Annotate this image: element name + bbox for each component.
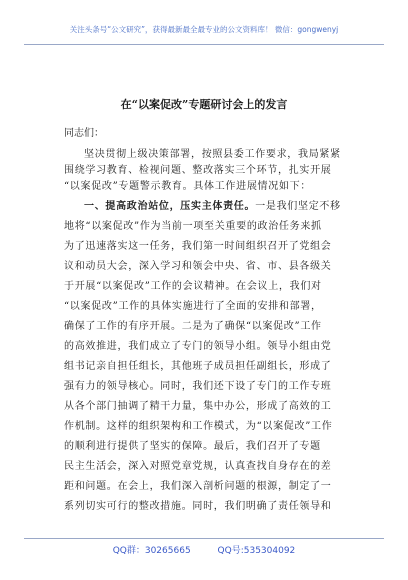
section1-heading: 一、提高政治站位，压实主体责任。 bbox=[84, 201, 256, 212]
section1-line: “以案促改”工作的具体实施进行了全面的安排和部署， bbox=[64, 301, 322, 312]
paragraph1-line: “以案促改”专题警示教育。具体工作进展情况如下： bbox=[64, 181, 312, 192]
section1-line: 距和问题。在会上，我们深入剖析问题的根源，制定了一 bbox=[64, 481, 332, 492]
header-divider bbox=[24, 44, 384, 45]
section1-line: 于开展“以案促改”工作的会议精神。在会议上，我们对 bbox=[64, 281, 322, 292]
section1-line: 组书记亲自担任组长，其他班子成员担任副组长，形成了 bbox=[64, 361, 332, 372]
paragraph1-line: 围绕学习教育、检视问题、整改落实三个环节，扎实开展 bbox=[64, 165, 332, 176]
section1-line: 的高效推进，我们成立了专门的领导小组。领导小组由党 bbox=[64, 341, 332, 352]
section1-line: 确保了工作的有序开展。二是为了确保“以案促改”工作 bbox=[64, 321, 322, 332]
section1-line: 作机制。这样的组织架构和工作模式，为“以案促改”工作 bbox=[64, 421, 333, 432]
section1-line: 系列切实可行的整改措施。同时，我们明确了责任领导和 bbox=[64, 501, 332, 512]
section1-first-line bbox=[84, 200, 346, 214]
paragraph1-line: 坚决贯彻上级决策部署，按照县委工作要求，我局紧紧 bbox=[84, 149, 341, 160]
document-title: 在“以案促改”专题研讨会上的发言 bbox=[120, 98, 288, 111]
footer-contact bbox=[0, 543, 408, 556]
section1-line: 议和动员大会，深入学习和领会中央、省、市、县各级关 bbox=[64, 261, 332, 272]
salutation: 同志们： bbox=[64, 128, 104, 139]
section1-first-line-rest: 一是我们坚定不移 bbox=[255, 201, 341, 212]
footer-divider bbox=[24, 538, 384, 539]
footer-qq-number: QQ号:535304092 bbox=[217, 546, 296, 556]
header-promo-note: 关注头条号“公文研究”，获得最新最全最专业的公文资料库！ 微信：gongwenyj bbox=[69, 25, 339, 34]
section1-line: 从各个部门抽调了精干力量，集中办公，形成了高效的工 bbox=[64, 401, 332, 412]
section1-line: 的顺利进行提供了坚实的保障。最后，我们召开了专题 bbox=[64, 441, 321, 452]
section1-line: 强有力的领导核心。同时，我们还下设了专门的工作专班 bbox=[64, 381, 332, 392]
section1-line: 为了迅速落实这一任务，我们第一时间组织召开了党组会 bbox=[64, 241, 332, 252]
section1-line: 地将“以案促改”作为当前一项至关重要的政治任务来抓 bbox=[64, 221, 322, 232]
footer-qq-group: QQ群：30265665 bbox=[112, 546, 191, 556]
section1-line: 民主生活会，深入对照党章党规，认真查找自身存在的差 bbox=[64, 461, 332, 472]
